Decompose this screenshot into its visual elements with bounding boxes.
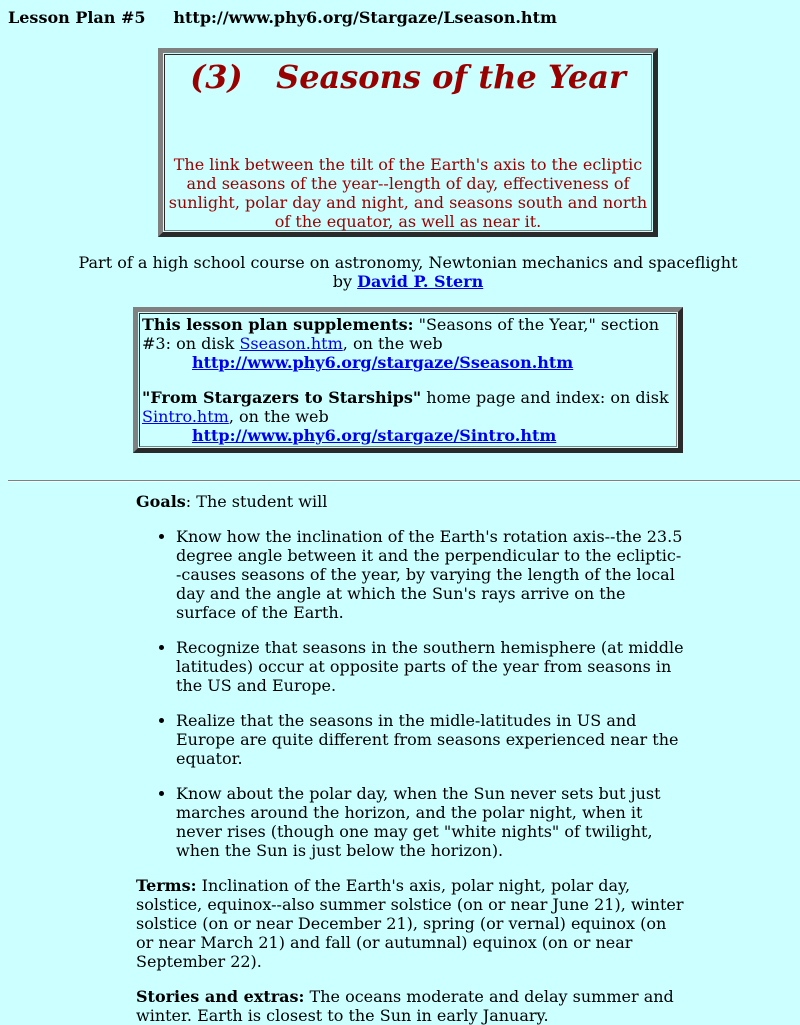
terms-paragraph bbox=[136, 876, 684, 971]
lesson-content bbox=[136, 492, 684, 1025]
spacer bbox=[142, 372, 674, 388]
on-web-text: , on the web bbox=[342, 334, 443, 353]
stories-paragraph bbox=[136, 987, 684, 1025]
terms-text: Inclination of the Earth's axis, polar night, polar day, solstice, equinox--also summer solstice (on or near June 21), winter solstice (on or near December 21), spring (or vernal) equinox (on or near March 21) and fall (or autumnal) equinox (on or near September 22). bbox=[136, 876, 684, 971]
page-header bbox=[8, 8, 557, 27]
sintro-disk-link[interactable]: Sintro.htm bbox=[142, 407, 229, 426]
terms-label: Terms: bbox=[136, 876, 197, 895]
author-link[interactable]: David P. Stern bbox=[357, 272, 484, 291]
supplement-paragraph bbox=[142, 315, 674, 353]
goal-item: • Know about the polar day, when the Sun never sets but just marches around the horizon, and the polar night, when it never rises (though one may get "white nights" of twilight, when the Sun is just below the horizon). bbox=[176, 784, 684, 860]
stories-text: The oceans moderate and delay summer and winter. Earth is closest to the Sun in early January. bbox=[136, 987, 674, 1025]
supplement-box bbox=[133, 307, 683, 453]
title-box bbox=[158, 48, 658, 237]
page-subtitle: The link between the tilt of the Earth's axis to the ecliptic and seasons of the year--length of day, effectiveness of sunlight, polar day and night, and seasons south and north of the equator, as well as near it. bbox=[168, 155, 648, 231]
page-url: http://www.phy6.org/Stargaze/Lseason.htm bbox=[173, 8, 557, 27]
lesson-label: Lesson Plan #5 bbox=[8, 8, 146, 27]
goals-label: Goals bbox=[136, 492, 186, 511]
sintro-web-row bbox=[142, 426, 674, 445]
home-label: "From Stargazers to Starships" bbox=[142, 388, 422, 407]
title-box-inner bbox=[164, 54, 652, 231]
on-web-text: , on the web bbox=[228, 407, 329, 426]
goals-list bbox=[136, 527, 684, 860]
goals-intro: : The student will bbox=[185, 492, 328, 511]
course-description bbox=[0, 253, 800, 291]
supplement-box-inner bbox=[139, 313, 677, 447]
sseason-web-link[interactable]: http://www.phy6.org/stargaze/Sseason.htm bbox=[192, 353, 574, 372]
goal-item: • Recognize that seasons in the southern hemisphere (at middle latitudes) occur at opposite parts of the year from seasons in the US and Europe. bbox=[176, 638, 684, 695]
goal-item: • Know how the inclination of the Earth's rotation axis--the 23.5 degree angle between it and the perpendicular to the ecliptic--causes seasons of the year, by varying the length of the local day and the angle at which the Sun's rays arrive on the surface of the Earth. bbox=[176, 527, 684, 622]
horizontal-rule bbox=[8, 480, 800, 482]
supplement-label: This lesson plan supplements: bbox=[142, 315, 414, 334]
by-label: by bbox=[332, 272, 353, 291]
goals-heading bbox=[136, 492, 684, 511]
page-title: (3) Seasons of the Year bbox=[190, 58, 626, 96]
home-paragraph bbox=[142, 388, 674, 426]
supplement-text: "Seasons of the Year," section #3: on disk bbox=[142, 315, 660, 353]
home-text: home page and index: on disk bbox=[421, 388, 669, 407]
course-line: Part of a high school course on astronomy, Newtonian mechanics and spaceflight bbox=[78, 253, 738, 272]
sintro-web-link[interactable]: http://www.phy6.org/stargaze/Sintro.htm bbox=[192, 426, 557, 445]
goal-item: • Realize that the seasons in the midle-latitudes in US and Europe are quite different from seasons experienced near the equator. bbox=[176, 711, 684, 768]
sseason-web-row bbox=[142, 353, 674, 372]
stories-label: Stories and extras: bbox=[136, 987, 305, 1006]
author-line bbox=[0, 272, 800, 291]
sseason-disk-link[interactable]: Sseason.htm bbox=[239, 334, 343, 353]
